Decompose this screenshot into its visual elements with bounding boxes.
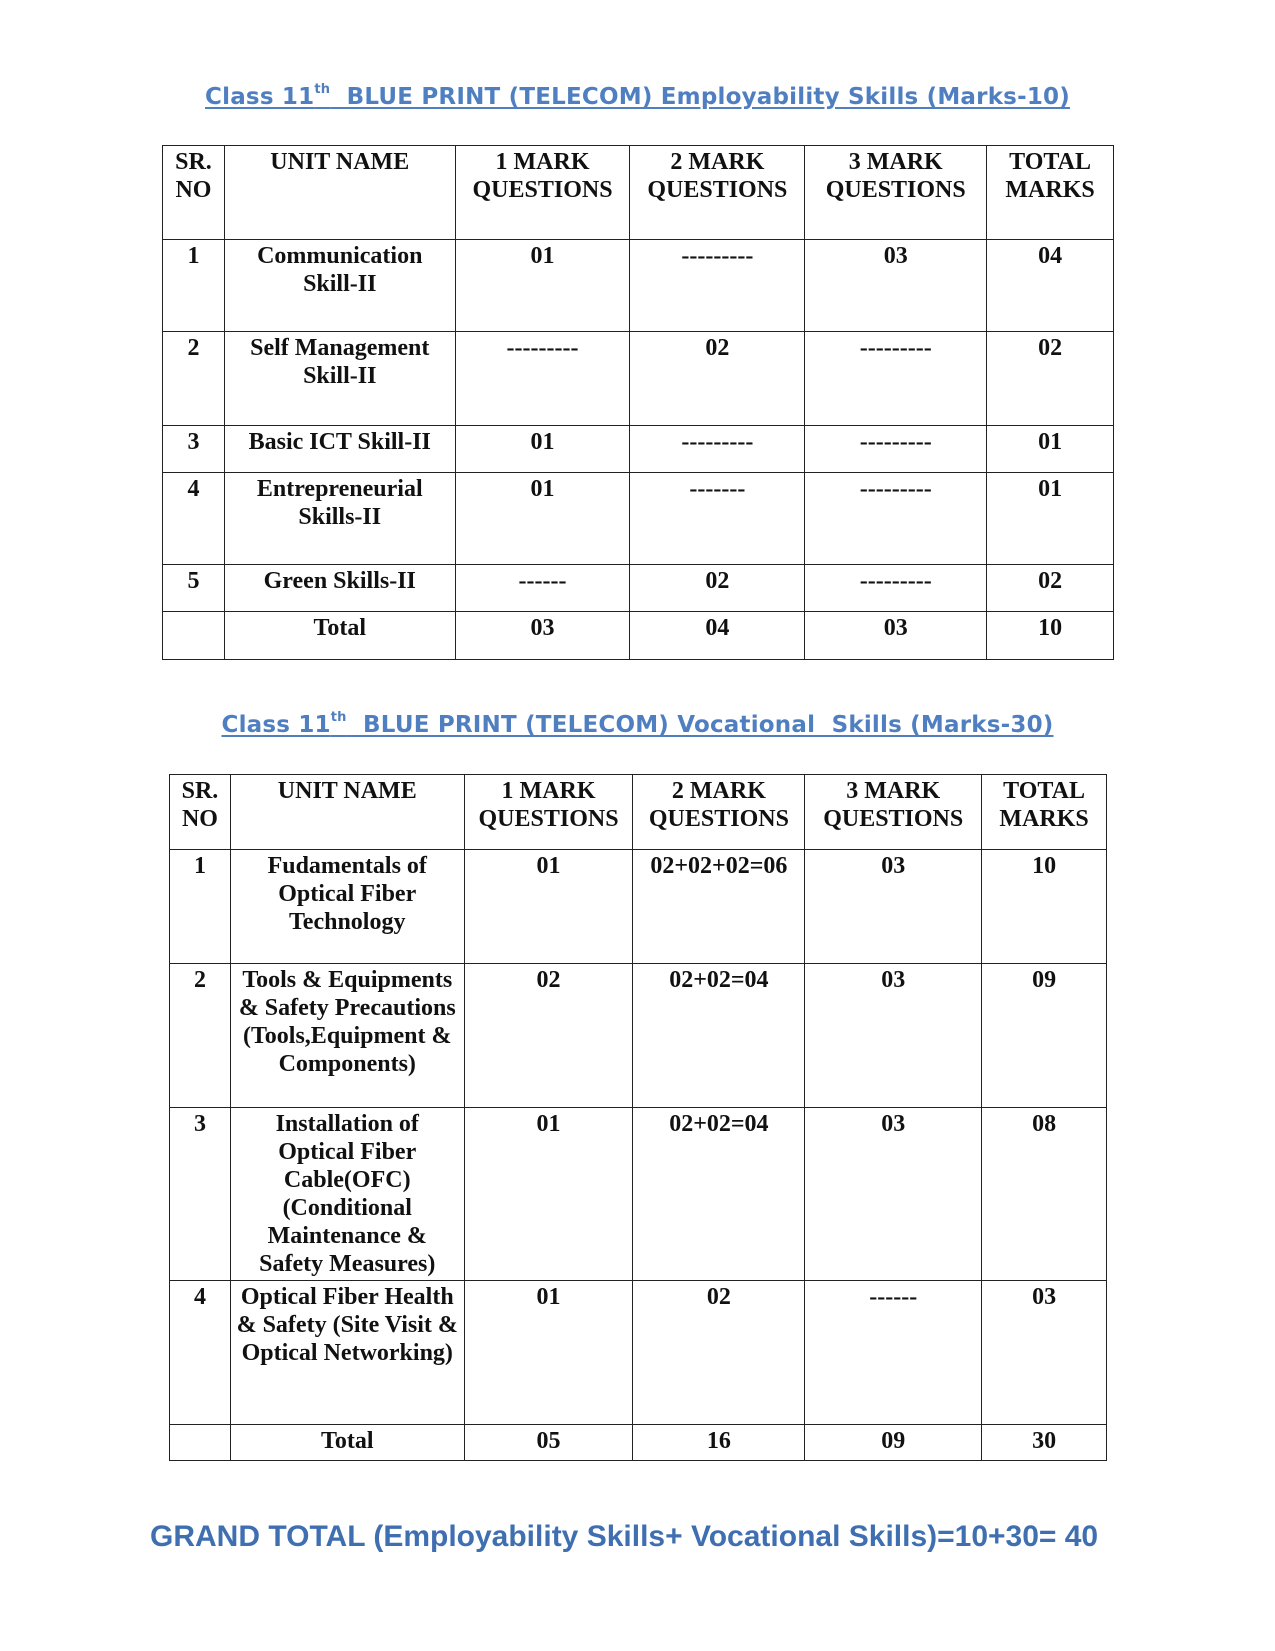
vocational-title	[0, 712, 1275, 738]
one-mark-cell: ------	[455, 565, 630, 612]
three-mark-cell: ---------	[805, 565, 987, 612]
one-mark-total-cell: 05	[464, 1425, 633, 1461]
total-marks-cell: 03	[982, 1281, 1107, 1425]
employability-title-sup: th	[314, 82, 331, 98]
two-mark-cell: -------	[630, 473, 805, 565]
table-row	[170, 850, 1107, 964]
employability-table	[162, 145, 1114, 660]
three-mark-cell: ---------	[805, 332, 987, 426]
two-mark-cell: 02	[633, 1281, 805, 1425]
header-3-mark: 3 MARK QUESTIONS	[805, 146, 987, 240]
one-mark-cell: 01	[464, 1281, 633, 1425]
two-mark-cell: 02+02+02=06	[633, 850, 805, 964]
table-row	[163, 240, 1114, 332]
three-mark-total-cell: 03	[805, 612, 987, 660]
header-2-mark: 2 MARK QUESTIONS	[633, 775, 805, 850]
header-1-mark: 1 MARK QUESTIONS	[464, 775, 633, 850]
table-row	[163, 473, 1114, 565]
grand-total-marks-cell: 10	[987, 612, 1114, 660]
sr-no-cell: 1	[170, 850, 231, 964]
unit-name-cell: Installation of Optical Fiber Cable(OFC) (Conditional Maintenance & Safety Measures)	[230, 1108, 464, 1281]
table-header-row	[163, 146, 1114, 240]
unit-name-cell: Entrepreneurial Skills-II	[224, 473, 455, 565]
unit-name-cell: Optical Fiber Health & Safety (Site Visit & Optical Networking)	[230, 1281, 464, 1425]
vocational-table	[169, 774, 1107, 1461]
grand-total-line: GRAND TOTAL (Employability Skills+ Vocational Skills)=10+30= 40	[150, 1520, 1099, 1553]
total-label-cell: Total	[224, 612, 455, 660]
two-mark-total-cell: 16	[633, 1425, 805, 1461]
header-1-mark: 1 MARK QUESTIONS	[455, 146, 630, 240]
table-row	[170, 964, 1107, 1108]
three-mark-cell: ---------	[805, 473, 987, 565]
sr-no-cell: 3	[170, 1108, 231, 1281]
total-label-cell: Total	[230, 1425, 464, 1461]
header-sr-no: SR. NO	[163, 146, 225, 240]
total-marks-cell: 02	[987, 332, 1114, 426]
unit-name-cell: Fudamentals of Optical Fiber Technology	[230, 850, 464, 964]
three-mark-cell: 03	[805, 1108, 982, 1281]
sr-no-cell: 2	[163, 332, 225, 426]
three-mark-cell: 03	[805, 240, 987, 332]
header-unit-name: UNIT NAME	[230, 775, 464, 850]
sr-no-cell: 2	[170, 964, 231, 1108]
two-mark-cell: 02	[630, 332, 805, 426]
three-mark-cell: 03	[805, 964, 982, 1108]
header-3-mark: 3 MARK QUESTIONS	[805, 775, 982, 850]
header-2-mark: 2 MARK QUESTIONS	[630, 146, 805, 240]
unit-name-cell: Self Management Skill-II	[224, 332, 455, 426]
employability-title-post: BLUE PRINT (TELECOM) Employability Skills (Marks-10)	[330, 84, 1070, 110]
table-total-row	[163, 612, 1114, 660]
unit-name-cell: Communication Skill-II	[224, 240, 455, 332]
unit-name-cell: Tools & Equipments & Safety Precautions (Tools,Equipment & Components)	[230, 964, 464, 1108]
unit-name-cell: Basic ICT Skill-II	[224, 426, 455, 473]
one-mark-cell: 02	[464, 964, 633, 1108]
total-marks-cell: 09	[982, 964, 1107, 1108]
sr-no-cell	[170, 1425, 231, 1461]
three-mark-cell: 03	[805, 850, 982, 964]
table-row	[170, 1108, 1107, 1281]
table-row	[163, 565, 1114, 612]
one-mark-cell: 01	[455, 426, 630, 473]
employability-title-pre: Class 11	[205, 84, 315, 110]
employability-title	[0, 84, 1275, 110]
three-mark-cell: ---------	[805, 426, 987, 473]
vocational-title-pre: Class 11	[221, 712, 331, 738]
two-mark-total-cell: 04	[630, 612, 805, 660]
table-header-row	[170, 775, 1107, 850]
total-marks-cell: 01	[987, 426, 1114, 473]
table-row	[163, 426, 1114, 473]
table-row	[170, 1281, 1107, 1425]
header-unit-name: UNIT NAME	[224, 146, 455, 240]
one-mark-cell: 01	[464, 1108, 633, 1281]
total-marks-cell: 08	[982, 1108, 1107, 1281]
header-sr-no: SR. NO	[170, 775, 231, 850]
sr-no-cell: 1	[163, 240, 225, 332]
three-mark-total-cell: 09	[805, 1425, 982, 1461]
table-row	[163, 332, 1114, 426]
sr-no-cell: 5	[163, 565, 225, 612]
two-mark-cell: ---------	[630, 426, 805, 473]
sr-no-cell: 4	[170, 1281, 231, 1425]
two-mark-cell: ---------	[630, 240, 805, 332]
vocational-title-sup: th	[330, 710, 347, 726]
total-marks-cell: 01	[987, 473, 1114, 565]
grand-total-marks-cell: 30	[982, 1425, 1107, 1461]
total-marks-cell: 04	[987, 240, 1114, 332]
one-mark-cell: 01	[464, 850, 633, 964]
unit-name-cell: Green Skills-II	[224, 565, 455, 612]
header-total-marks: TOTAL MARKS	[987, 146, 1114, 240]
total-marks-cell: 02	[987, 565, 1114, 612]
vocational-title-post: BLUE PRINT (TELECOM) Vocational Skills (Marks-30)	[346, 712, 1054, 738]
sr-no-cell: 4	[163, 473, 225, 565]
one-mark-cell: 01	[455, 473, 630, 565]
sr-no-cell: 3	[163, 426, 225, 473]
one-mark-cell: ---------	[455, 332, 630, 426]
header-total-marks: TOTAL MARKS	[982, 775, 1107, 850]
two-mark-cell: 02+02=04	[633, 964, 805, 1108]
table-total-row	[170, 1425, 1107, 1461]
two-mark-cell: 02	[630, 565, 805, 612]
three-mark-cell: ------	[805, 1281, 982, 1425]
two-mark-cell: 02+02=04	[633, 1108, 805, 1281]
sr-no-cell	[163, 612, 225, 660]
total-marks-cell: 10	[982, 850, 1107, 964]
one-mark-cell: 01	[455, 240, 630, 332]
one-mark-total-cell: 03	[455, 612, 630, 660]
